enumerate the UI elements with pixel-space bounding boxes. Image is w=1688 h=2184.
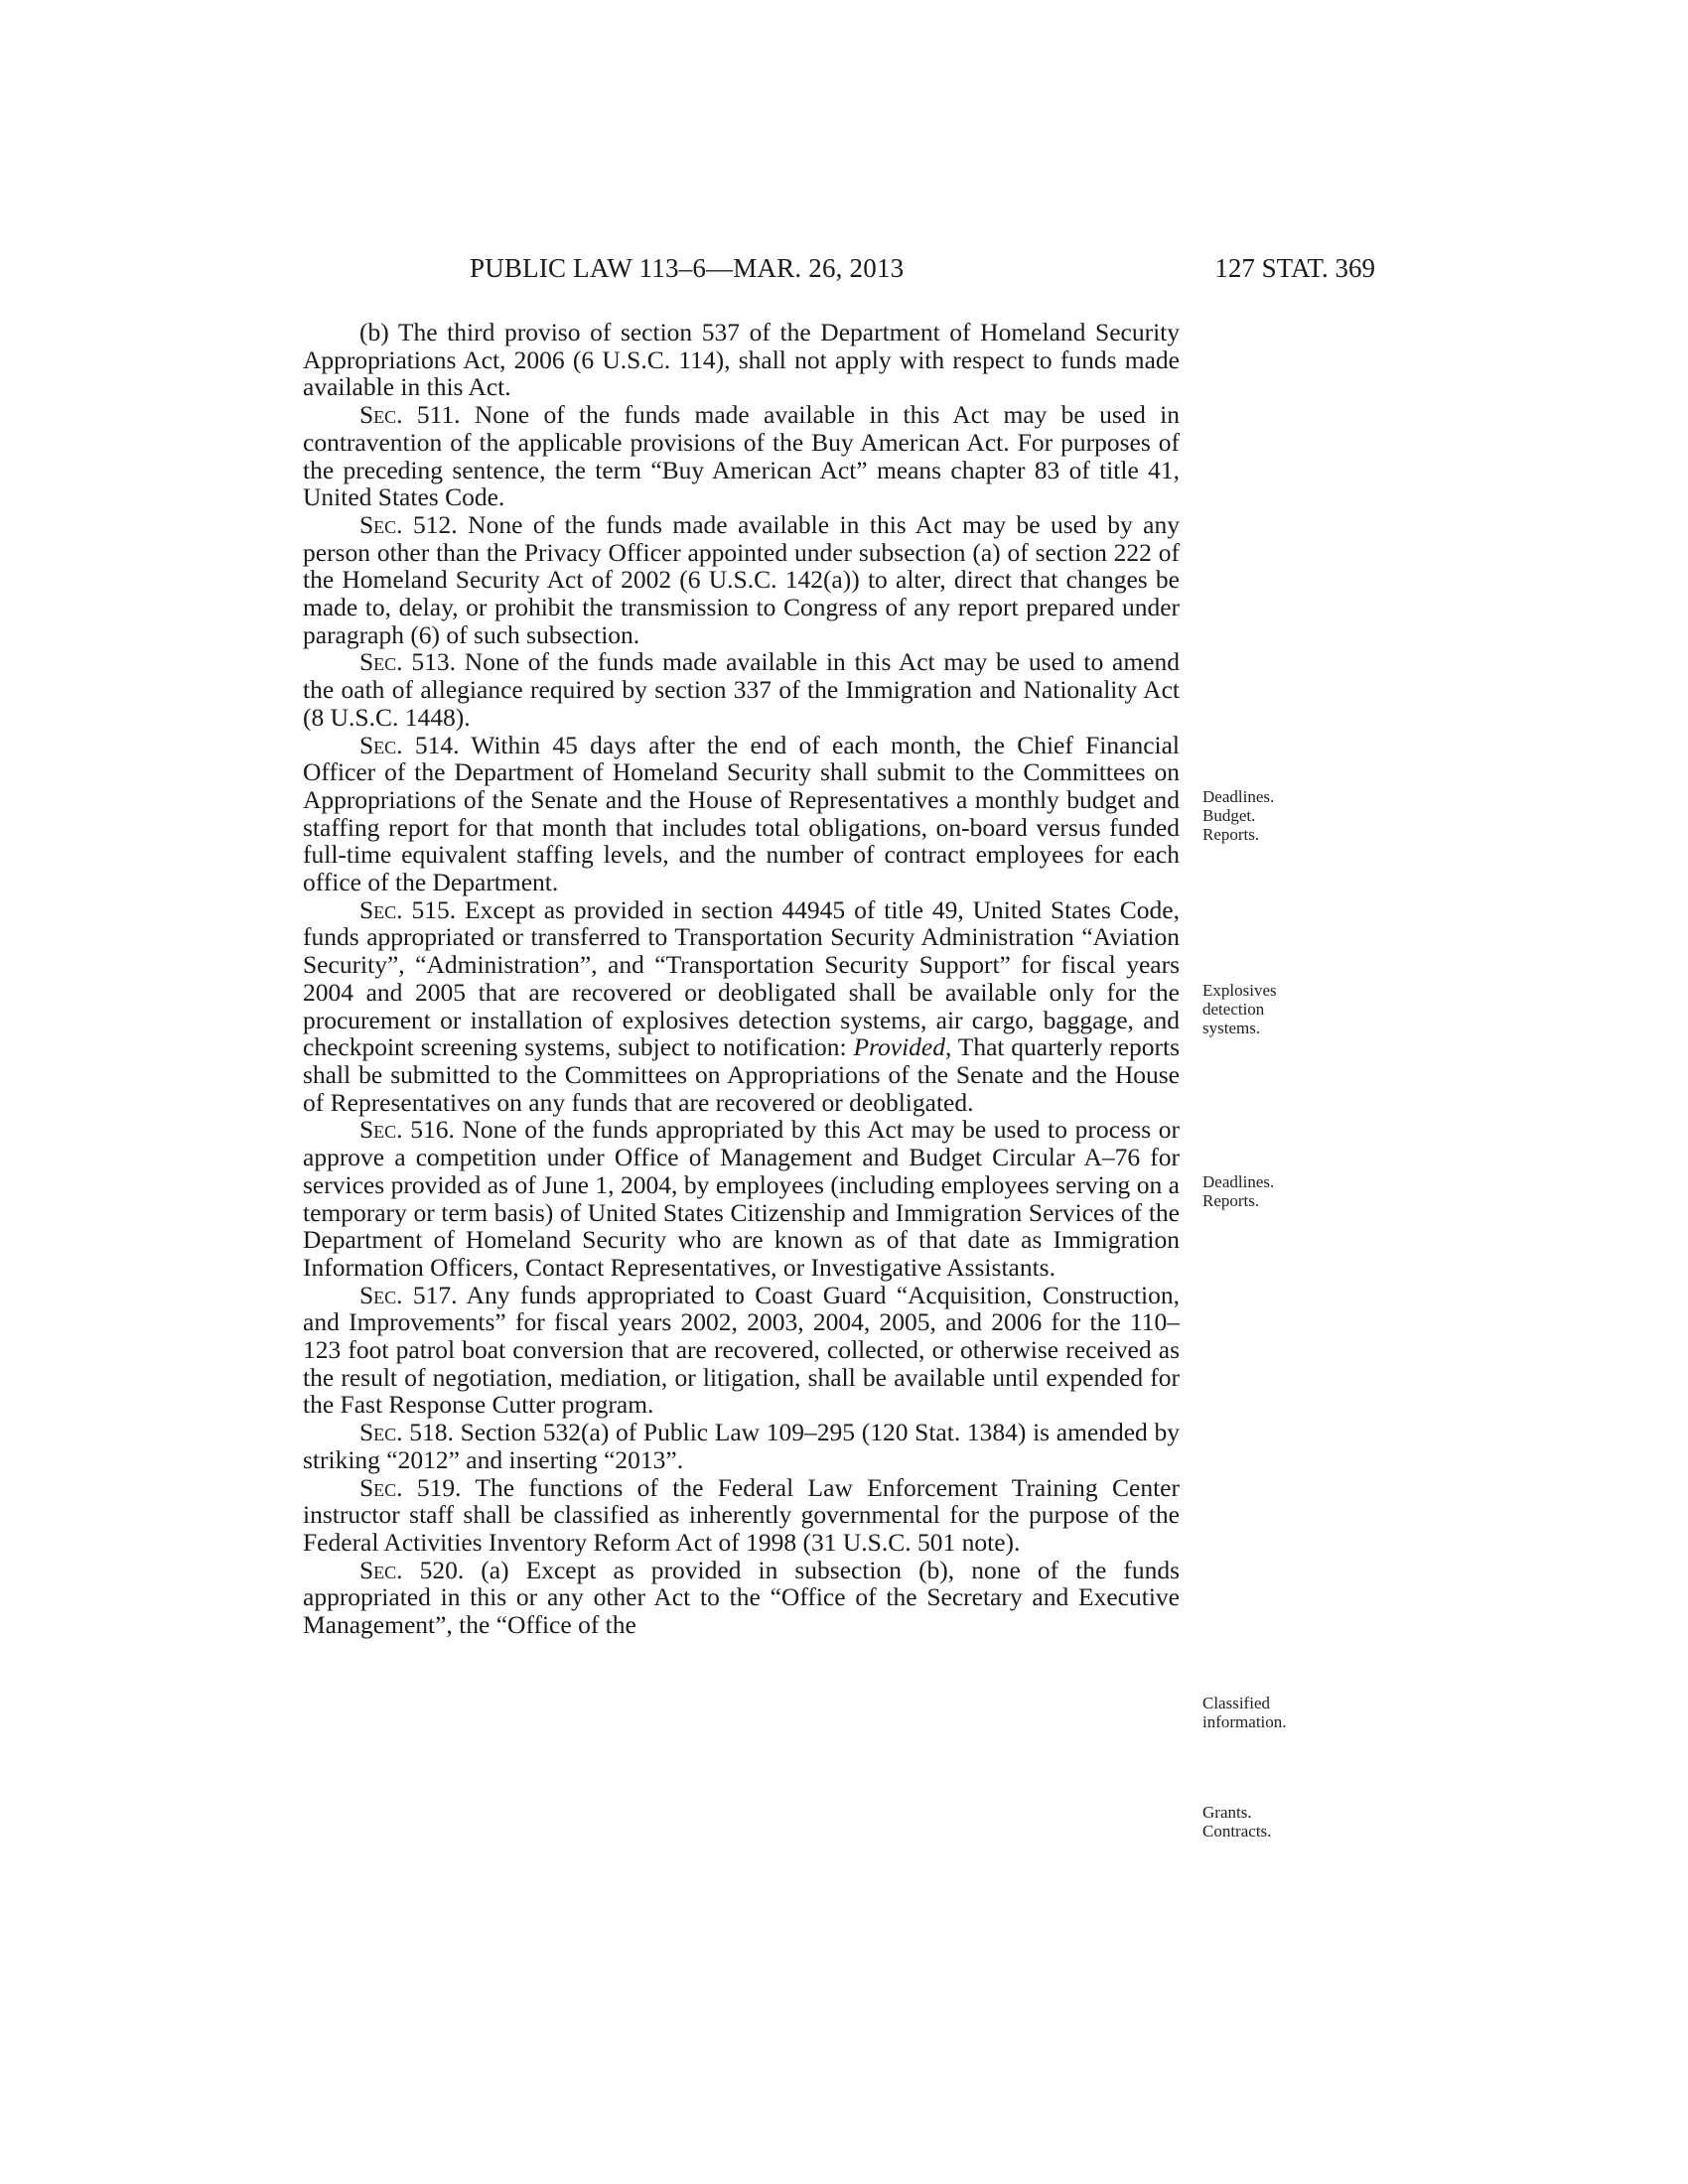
margin-note-line: Contracts. [1202,1822,1272,1841]
section-514 [303,732,1180,896]
margin-note-line: detection [1202,1000,1265,1019]
section-518 [303,1419,1180,1473]
section-519 [303,1474,1180,1557]
section-512 [303,511,1180,649]
proviso-italic: Provided [853,1032,945,1062]
section-number: Sec. 516. [359,1115,455,1145]
margin-note-line: Budget. [1202,806,1256,825]
section-text: The functions of the Federal Law Enforcement Training Center instructor staff shall be classified as inherently governmental for the purpose of the Federal Activities Inventory Reform Act of 1998 (31 U.S.C. 501 note). [303,1472,1180,1557]
margin-note-line: Deadlines. [1202,787,1275,806]
margin-note-line: Reports. [1202,1191,1260,1210]
margin-note-grants-contracts [1202,1803,1341,1841]
section-number: Sec. 517. [359,1280,458,1309]
section-text: Within 45 days after the end of each month, the Chief Financial Officer of the Department of Homeland Security shall submit to the Committees on Appropriations of the Senate and the House of Representatives a monthly budget and staffing report for that month that includes total obligations, on-board versus funded full-time equivalent staffing levels, and the number of contract employees for each office of the Department. [303,730,1181,897]
margin-note-deadlines-budget-reports [1202,787,1341,844]
section-number: Sec. 518. [359,1418,454,1447]
section-number: Sec. 520. [359,1555,465,1584]
section-number: Sec. 515. [359,894,457,924]
section-515 [303,896,1180,1117]
margin-note-line: Deadlines. [1202,1172,1275,1191]
section-text: Any funds appropriated to Coast Guard “Acquisition, Construction, and Improvements” for fiscal years 2002, 2003, 2004, 2005, and 2006 for the 110–123 foot patrol boat conversion that are recovered, collected, or otherwise received as the result of negotiation, mediation, or litigation, shall be available until expended for the Fast Response Cutter program. [303,1280,1180,1420]
section-text: None of the funds appropriated by this Act may be used to process or approve a competition under Office of Management and Budget Circular A–76 for services provided as of June 1, 2004, by employees (including employees serving on a temporary or term basis) of United States Citizenship and Immigration Services of the Department of Homeland Security who are known as of that date as Immigration Information Officers, Contact Representatives, or Investigative Assistants. [303,1115,1181,1282]
header-stat-citation: 127 STAT. 369 [1214,253,1375,283]
paragraph-b [303,319,1180,401]
section-number: Sec. 512. [359,509,458,539]
page-header [298,253,1375,293]
margin-note-line: systems. [1202,1019,1261,1037]
section-text: Except as provided in section 44945 of title 49, United States Code, funds appropriated or transferred to Transportation Security Administration “Aviation Security”, “Administration”, and “Transportation Security Support” for fiscal years 2004 and 2005 that are recovered or deobligated shall be available only for the procurement or installation of explosives detection systems, air cargo, baggage, and checkpoint screening systems, subject to notification: [303,894,1181,1062]
header-title: PUBLIC LAW 113–6—MAR. 26, 2013 [470,253,905,283]
paragraph-text: (b) The third proviso of section 537 of the Department of Homeland Security Appropriations Act, 2006 (6 U.S.C. 114), shall not apply with respect to funds made available in this Act. [303,318,1180,402]
margin-note-line: Explosives [1202,981,1277,1000]
margin-note-explosives-detection [1202,981,1341,1037]
margin-note-classified-information [1202,1694,1341,1731]
margin-note-line: Reports. [1202,825,1260,844]
section-text: Section 532(a) of Public Law 109–295 (120 Stat. 1384) is amended by striking “2012” and inserting “2013”. [303,1418,1181,1474]
body-text [303,319,1180,1639]
section-513 [303,648,1180,731]
section-text: None of the funds made available in this Act may be used by any person other than the Privacy Officer appointed under subsection (a) of section 222 of the Homeland Security Act of 2002 (6 U.S.C. 142(a)) to alter, direct that changes be made to, delay, or prohibit the transmission to Congress of any report prepared under paragraph (6) of such subsection. [303,509,1181,649]
section-516 [303,1116,1180,1281]
section-number: Sec. 519. [359,1472,462,1502]
section-517 [303,1282,1180,1420]
section-text-continued: , That quarterly reports shall be submitted to the Committees on Appropriations of the Senate and the House of Representatives on any funds that are recovered or deobligated. [303,1032,1180,1117]
margin-note-line: Classified [1202,1694,1270,1712]
section-text: None of the funds made available in this Act may be used in contravention of the applicable provisions of the Buy American Act. For purposes of the preceding sentence, the term “Buy American Act” means chapter 83 of title 41, United States Code. [303,400,1180,512]
section-520 [303,1557,1180,1639]
section-text: (a) Except as provided in subsection (b), none of the funds appropriated in this or any other Act to the “Office of the Secretary and Executive Management”, the “Office of the [303,1555,1181,1640]
section-number: Sec. 514. [359,730,460,759]
section-text: None of the funds made available in this Act may be used to amend the oath of allegiance required by section 337 of the Immigration and Nationality Act (8 U.S.C. 1448). [303,647,1181,732]
section-number: Sec. 511. [359,400,461,430]
margin-note-deadlines-reports [1202,1172,1341,1210]
margin-note-line: Grants. [1202,1803,1252,1822]
section-number: Sec. 513. [359,647,456,677]
section-511 [303,401,1180,511]
margin-note-line: information. [1202,1712,1287,1731]
